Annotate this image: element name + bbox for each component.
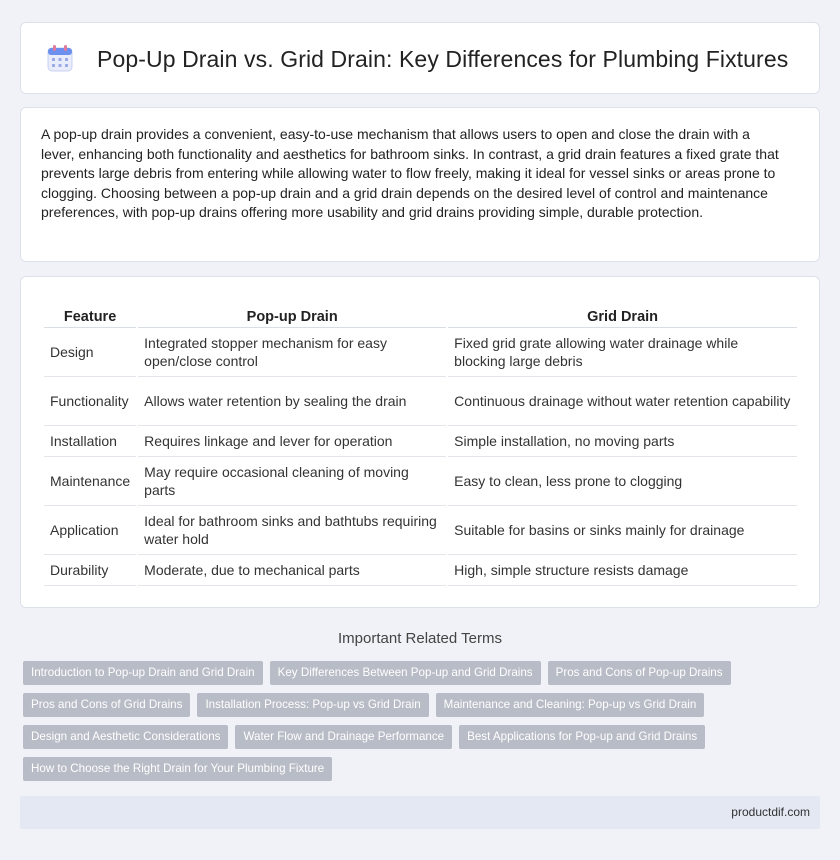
comparison-table-card [20,276,820,608]
grid-cell: Easy to clean, less prone to clogging [448,457,797,506]
intro-card [20,107,820,262]
related-term-link[interactable]: Maintenance and Cleaning: Pop-up vs Grid Drain [436,693,705,717]
popup-cell: Allows water retention by sealing the drain [138,377,446,426]
grid-cell: Simple installation, no moving parts [448,426,797,457]
related-term-link[interactable]: Installation Process: Pop-up vs Grid Drain [197,693,428,717]
feature-cell: Durability [44,555,136,586]
related-term-link[interactable]: Introduction to Pop-up Drain and Grid Drain [23,661,263,685]
table-row [44,328,797,377]
table-row [44,457,797,506]
feature-cell: Maintenance [44,457,136,506]
column-header-feature: Feature [44,304,136,328]
related-terms-list [23,661,823,781]
popup-cell: Integrated stopper mechanism for easy open/close control [138,328,446,377]
table-row [44,377,797,426]
header-card [20,22,820,94]
table-row [44,555,797,586]
column-header-grid: Grid Drain [448,304,797,328]
feature-cell: Installation [44,426,136,457]
table-header-row [44,304,797,328]
grid-cell: Suitable for basins or sinks mainly for drainage [448,506,797,555]
related-term-link[interactable]: Water Flow and Drainage Performance [235,725,452,749]
feature-cell: Functionality [44,377,136,426]
related-term-link[interactable]: Pros and Cons of Pop-up Drains [548,661,731,685]
column-header-popup: Pop-up Drain [138,304,446,328]
footer-site-link[interactable]: productdif.com [731,805,810,819]
footer [20,796,820,829]
table-row [44,426,797,457]
popup-cell: Requires linkage and lever for operation [138,426,446,457]
page-title: Pop-Up Drain vs. Grid Drain: Key Differences for Plumbing Fixtures [97,46,789,72]
comparison-table [42,304,799,586]
related-term-link[interactable]: Pros and Cons of Grid Drains [23,693,190,717]
intro-paragraph: A pop-up drain provides a convenient, easy-to-use mechanism that allows users to open and close the drain with a lever, enhancing both functionality and aesthetics for bathroom sinks. In contrast, a grid drain features a fixed grate that prevents large debris from entering while allowing water to flow freely, making it ideal for vessel sinks or areas prone to clogging. Choosing between a pop-up drain and a grid drain depends on the desired level of control and maintenance preferences, with pop-up drains offering more usability and grid drains providing simple, durable protection. [41,126,779,220]
feature-cell: Application [44,506,136,555]
popup-cell: Moderate, due to mechanical parts [138,555,446,586]
grid-cell: Fixed grid grate allowing water drainage while blocking large debris [448,328,797,377]
popup-cell: Ideal for bathroom sinks and bathtubs requiring water hold [138,506,446,555]
related-terms-heading: Important Related Terms [338,630,502,647]
grid-cell: Continuous drainage without water retention capability [448,377,797,426]
related-term-link[interactable]: Design and Aesthetic Considerations [23,725,228,749]
table-row [44,506,797,555]
related-term-link[interactable]: Best Applications for Pop-up and Grid Drains [459,725,705,749]
grid-cell: High, simple structure resists damage [448,555,797,586]
related-term-link[interactable]: How to Choose the Right Drain for Your Plumbing Fixture [23,757,332,781]
feature-cell: Design [44,328,136,377]
popup-cell: May require occasional cleaning of moving parts [138,457,446,506]
related-term-link[interactable]: Key Differences Between Pop-up and Grid Drains [270,661,541,685]
